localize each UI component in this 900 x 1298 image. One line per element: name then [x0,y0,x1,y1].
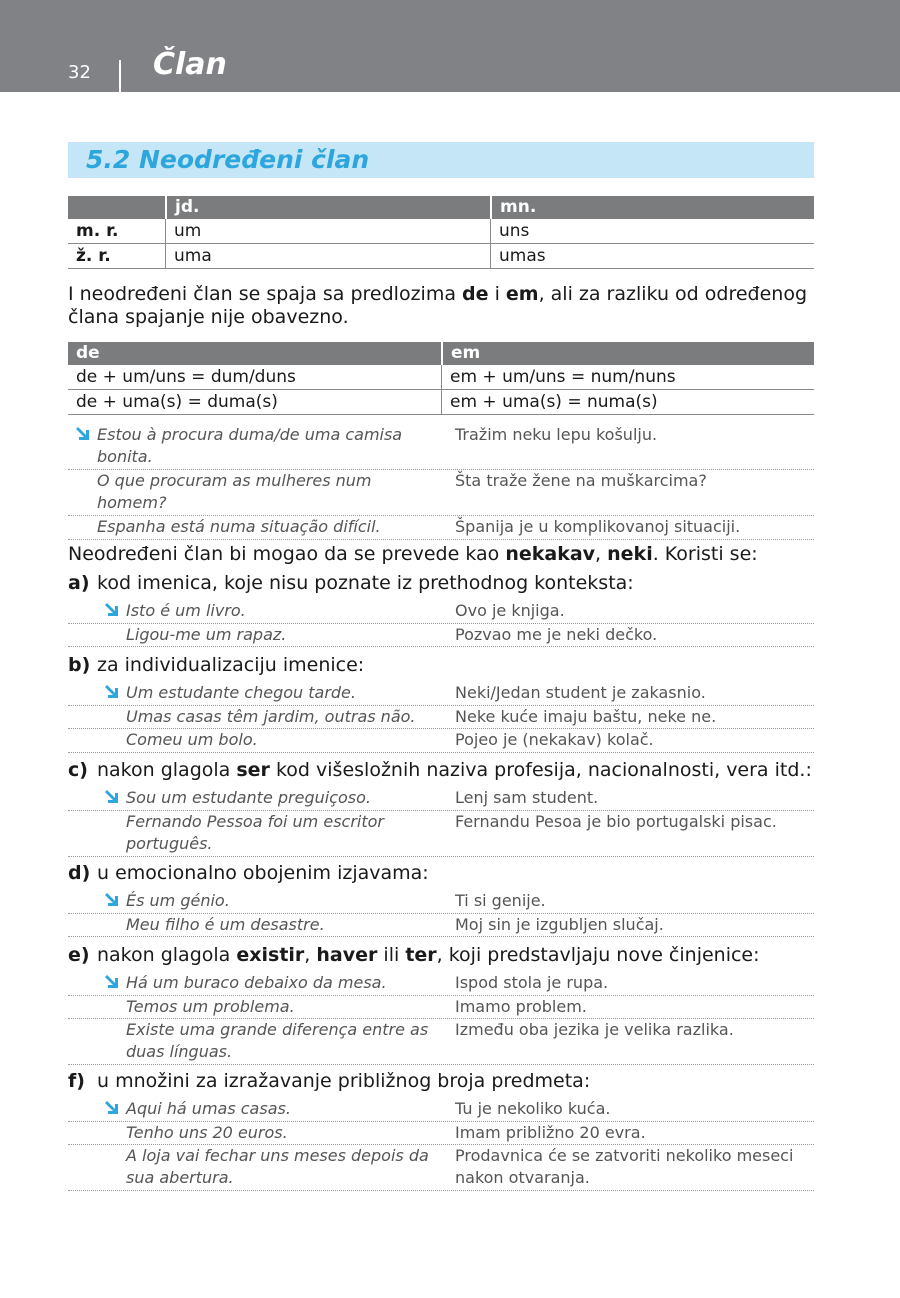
arrow-down-right-icon [104,789,119,804]
example-line: homem? [97,493,167,512]
portuguese-example [126,787,371,809]
table-header-cell: em [441,342,814,365]
contraction-table [68,342,814,415]
bold-term: de [462,283,489,305]
table-cell: ž. r. [76,246,111,266]
example-row [0,624,900,647]
example-row [0,729,900,752]
portuguese-example [97,470,372,514]
item-text: za individualizaciju imenice: [97,654,365,676]
text-line: člana spajanje nije obavezno. [68,306,349,328]
portuguese-example [126,996,295,1018]
text-run: , [595,543,608,565]
dotted-divider [68,539,814,540]
text-run: , koji predstavljaju nove činjenice: [436,944,760,966]
example-line: Espanha está numa situação difícil. [97,517,381,536]
serbian-translation [455,682,706,704]
item-letter: c) [68,759,88,781]
dotted-divider [68,856,814,857]
example-row [0,1019,900,1061]
serbian-translation [455,516,740,538]
example-row [0,914,900,937]
translation-line: Tu je nekoliko kuća. [455,1099,611,1118]
text-run: ili [377,944,406,966]
dotted-divider [68,936,814,937]
usage-item-f [68,1070,590,1093]
translation-line: Tražim neku lepu košulju. [455,425,658,444]
arrow-down-right-icon [104,602,119,617]
translation-line: Imamo problem. [455,996,587,1016]
translation-line: Između oba jezika je velika razlika. [455,1020,734,1039]
bold-term: neki [607,543,653,565]
portuguese-example [97,516,381,538]
serbian-translation [455,1145,793,1189]
portuguese-example [126,729,258,751]
translation-line: Ovo je knjiga. [455,601,565,620]
serbian-translation [455,996,587,1018]
bold-term: ser [236,759,270,781]
translation-line: Lenj sam student. [455,788,599,807]
table-row [68,244,814,269]
example-row [0,424,900,466]
translation-line: Moj sin je izgubljen slučaj. [455,914,664,934]
portuguese-example [97,424,402,468]
dotted-divider [68,1064,814,1065]
table-cell: m. r. [76,221,119,241]
example-row [0,470,900,512]
bold-term: ter [405,944,437,966]
section-title: 5.2 Neodređeni član [86,145,370,174]
text-run: nakon glagola [97,759,237,781]
example-line: Tenho uns 20 euros. [126,1122,288,1142]
example-line: Aqui há umas casas. [126,1099,291,1118]
text-run: Neodređeni član bi mogao da se prevede kao [68,543,506,565]
example-line: Sou um estudante preguiçoso. [126,788,371,807]
table-row [68,365,814,390]
example-row [0,682,900,705]
serbian-translation [455,914,664,936]
arrow-down-right-icon [104,974,119,989]
translation-line: Pojeo je (nekakav) kolač. [455,730,654,749]
portuguese-example [126,972,387,994]
serbian-translation [455,1098,610,1120]
translation-line: Šta traže žene na muškarcima? [455,471,707,490]
example-line: Temos um problema. [126,996,295,1016]
item-letter: b) [68,654,91,676]
translation-line: Neki/Jedan student je zakasnio. [455,683,706,702]
example-row [0,972,900,995]
example-line: Umas casas têm jardim, outras não. [126,706,416,726]
translation-line: Prodavnica će se zatvoriti nekoliko meseci [455,1146,794,1165]
example-row [0,996,900,1019]
table-cell: em + um/uns = num/nuns [441,365,814,389]
bold-term: nekakav [505,543,596,565]
text-run: kod višesložnih naziva profesija, nacionalnosti, vera itd.: [269,759,812,781]
serbian-translation [455,890,546,912]
example-row [0,516,900,539]
example-row [0,706,900,729]
usage-paragraph [68,543,818,566]
item-text: u množini za izražavanje približnog broja predmeta: [97,1070,591,1092]
table-cell: uma [165,244,490,268]
example-line: És um génio. [126,891,230,910]
example-row [0,787,900,810]
portuguese-example [126,1098,291,1120]
text-run: nakon glagola [97,944,237,966]
example-line: sua abertura. [126,1168,234,1187]
usage-item-d [68,862,429,885]
portuguese-example [126,1019,428,1063]
text-run: i [488,283,506,305]
portuguese-example [126,706,416,728]
serbian-translation [455,624,657,646]
arrow-down-right-icon [104,892,119,907]
translation-line: nakon otvaranja. [455,1168,590,1187]
table-cell: de + uma(s) = duma(s) [76,392,278,412]
example-line: português. [126,833,213,853]
example-row [0,1098,900,1121]
bold-term: haver [316,944,378,966]
example-row [0,600,900,623]
example-line: Um estudante chegou tarde. [126,683,356,702]
table-row [68,219,814,244]
example-line: duas línguas. [126,1042,233,1061]
table-header-cell: jd. [165,196,490,219]
example-line: Estou à procura duma/de uma camisa [97,425,403,444]
dotted-divider [68,752,814,753]
text-run: I neodređeni član se spaja sa predlozima [68,283,463,305]
arrow-down-right-icon [75,426,90,441]
portuguese-example [126,624,286,646]
example-line: Fernando Pessoa foi um escritor [126,811,384,831]
usage-item-c [68,759,812,782]
serbian-translation [455,424,657,446]
example-line: Ligou-me um rapaz. [126,624,287,644]
section-banner [68,142,814,178]
arrow-down-right-icon [104,1100,119,1115]
usage-item-e [68,944,760,967]
example-line: O que procuram as mulheres num [97,471,372,490]
item-letter: d) [68,862,91,884]
example-line: Meu filho é um desastre. [126,914,325,934]
dotted-divider [68,646,814,647]
text-run: , [304,944,317,966]
translation-line: Fernandu Pesoa je bio portugalski pisac. [455,811,777,831]
bold-term: existir [236,944,305,966]
item-letter: e) [68,944,90,966]
serbian-translation [455,600,565,622]
example-line: Há um buraco debaixo da mesa. [126,973,387,992]
example-row [0,1122,900,1145]
example-line: Isto é um livro. [126,601,246,620]
intro-paragraph [68,283,818,329]
table-header-row [68,342,814,365]
header-divider [119,60,121,92]
text-run: , ali za razliku od određenog [538,283,808,305]
bold-term: em [505,283,539,305]
portuguese-example [126,600,246,622]
table-cell: uns [490,219,814,243]
gender-number-table [68,196,814,269]
example-line: Comeu um bolo. [126,730,258,749]
translation-line: Neke kuće imaju baštu, neke ne. [455,706,717,726]
table-header-row [68,196,814,219]
serbian-translation [455,1122,646,1144]
table-header-cell [68,196,165,219]
serbian-translation [455,470,707,492]
example-line: bonita. [97,447,153,466]
table-cell: de + um/uns = dum/duns [76,367,296,387]
portuguese-example [126,1145,429,1189]
translation-line: Pozvao me je neki dečko. [455,624,658,644]
page-number: 32 [68,62,91,83]
usage-item-b [68,654,364,677]
chapter-title: Član [153,47,227,82]
item-letter: a) [68,572,90,594]
example-row [0,811,900,853]
table-cell: umas [490,244,814,268]
serbian-translation [455,811,777,833]
arrow-down-right-icon [104,684,119,699]
example-line: A loja vai fechar uns meses depois da [126,1146,429,1165]
serbian-translation [455,1019,734,1041]
translation-line: Španija je u komplikovanoj situaciji. [455,517,741,536]
table-cell: um [165,219,490,243]
serbian-translation [455,972,608,994]
portuguese-example [126,682,356,704]
page-header [0,0,900,92]
translation-line: Ispod stola je rupa. [455,973,609,992]
translation-line: Imam približno 20 evra. [455,1122,646,1142]
table-header-cell: mn. [490,196,814,219]
example-line: Existe uma grande diferença entre as [126,1020,429,1039]
portuguese-example [126,1122,288,1144]
table-cell: em + uma(s) = numa(s) [441,390,814,414]
portuguese-example [126,914,325,936]
item-text: u emocionalno obojenim izjavama: [97,862,429,884]
item-letter: f) [68,1070,85,1092]
usage-item-a [68,572,634,595]
portuguese-example [126,811,384,855]
example-row [0,1145,900,1187]
text-run: . Koristi se: [652,543,758,565]
serbian-translation [455,729,654,751]
serbian-translation [455,787,598,809]
dotted-divider [68,1190,814,1191]
item-text: kod imenica, koje nisu poznate iz prethodnog konteksta: [97,572,634,594]
serbian-translation [455,706,716,728]
translation-line: Ti si genije. [455,891,546,910]
table-row [68,390,814,415]
portuguese-example [126,890,230,912]
table-header-cell: de [76,343,100,363]
example-row [0,890,900,913]
